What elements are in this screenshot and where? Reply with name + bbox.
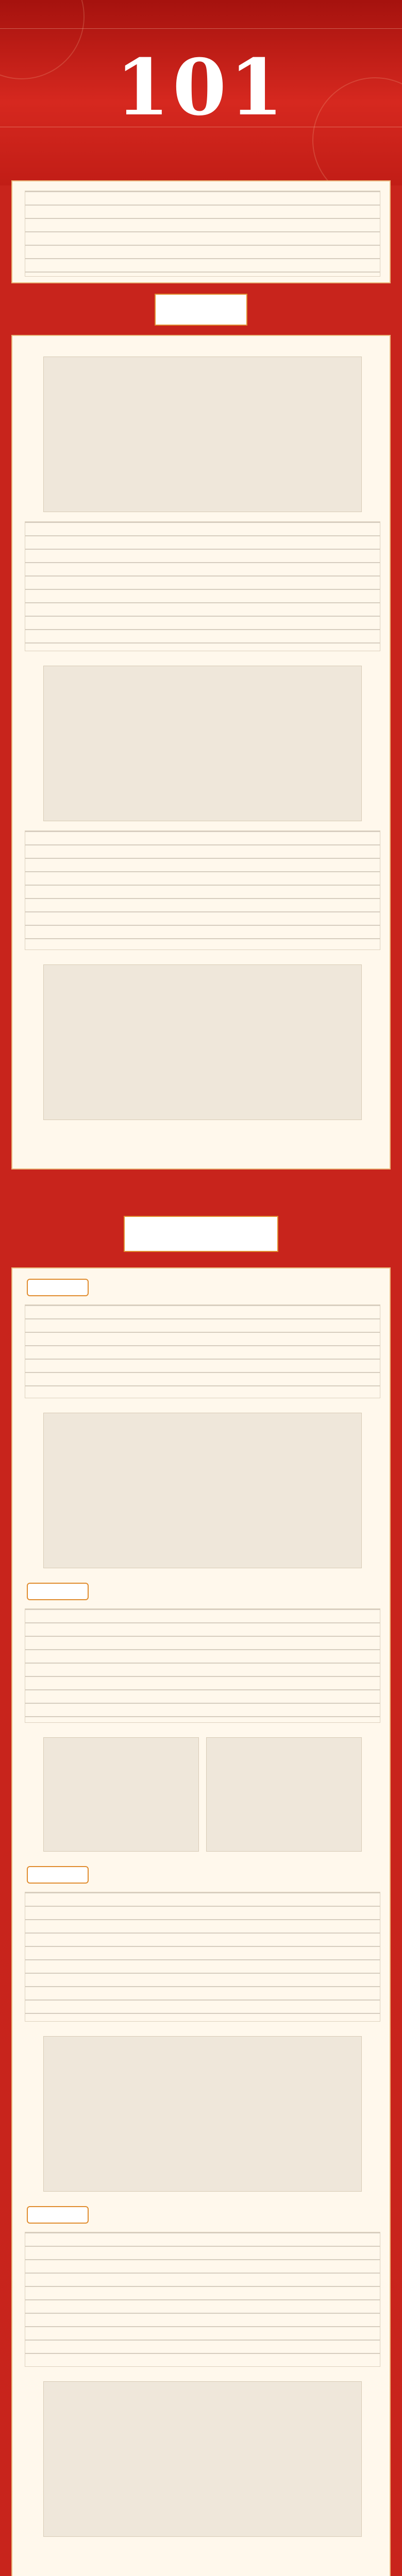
subsection-tag (27, 1583, 89, 1600)
header-banner (0, 0, 402, 185)
photo-placeholder (43, 1737, 199, 1852)
section-title (124, 1216, 278, 1252)
section-card (11, 335, 391, 1170)
subsection-tag (27, 2206, 89, 2224)
issue-number: 101 (115, 42, 287, 133)
photo-placeholder (43, 964, 362, 1120)
photo-placeholder (43, 2036, 362, 2192)
photo-placeholder (206, 1737, 362, 1852)
subsection-tag (27, 1279, 89, 1296)
subsection-tag (27, 1866, 89, 1884)
section-label (155, 294, 247, 326)
photo-placeholder (43, 2381, 362, 2537)
intro-card (11, 180, 391, 283)
photo-placeholder (43, 1413, 362, 1568)
section-card (11, 1267, 391, 2576)
photo-placeholder (43, 357, 362, 512)
photo-placeholder (43, 666, 362, 821)
